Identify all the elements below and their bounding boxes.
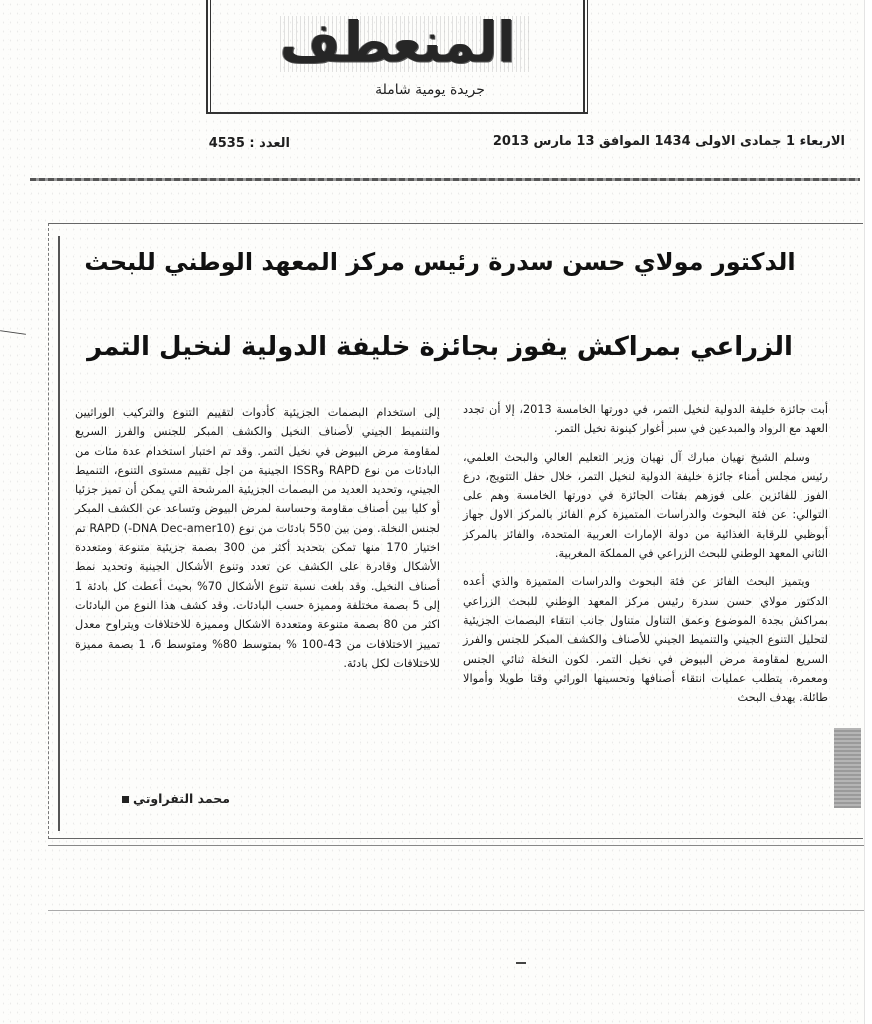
masthead-rule (587, 0, 588, 112)
article-column-right (463, 400, 828, 707)
publication-dateline: الاربعاء 1 جمادى الاولى 1434 الموافق 13 مارس 2013 (492, 134, 845, 149)
newspaper-logo-text: المنعطف (279, 10, 516, 76)
article-side-rule (58, 236, 60, 831)
masthead-divider (30, 178, 860, 181)
article-column-left (75, 403, 440, 673)
newspaper-tagline: جريدة يومية شاملة (375, 82, 485, 98)
newspaper-logo (220, 8, 575, 78)
article-paragraph: إلى استخدام البصمات الجزيئية كأدوات لتقييم التنوع والتركيب الوراثيين والتنميط الجيني لأصناف النخيل والكشف المبكر للجنس والفرز السريع لمقاومة مرض البيوض في نخيل التمر. وقد تم اختبار استخدام عدة مئات من البادئات من نوع RAPD وISSR الجينية من اجل تقييم مستوى التنوع، التنميط الجيني، وتحديد العديد من البصمات الجزيئية المرشحة التي يمكن أن تميز جزئيا أو كليا بين أصناف مقاومة وحساسة لمرض البيوض وتساعد عن الكشف المبكر لجنس النخلة. ومن بين 550 بادئات من نوع RAPD (-DNA Dec-amer10) تم اختيار 170 منها تمكن بتحديد أكثر من 300 بصمة جزيئية متنوعة ومتعددة الأشكال وقادرة على الكشف عن تعدد وتنوع الأشكال الجينية وتحديد نمط أصناف النخيل. وقد بلغت نسبة تنوع الأشكال 70% بحيث أعطت كل بادئة 1 إلى 5 بصمة مختلفة ومميزة حسب البادئات. وقد كشف هذا النوع من البادئات اكثر من 80 بصمة متنوعة ومتعددة الاشكال ومميزة للاختلافات ويتراوح معدل تمييز الاختلافات من 43-100 % بمتوسط 80% ومتوسط 6، 1 بصمة مميزة للاختلافات لكل بادئة. (75, 406, 441, 670)
byline-bullet-icon (122, 796, 129, 803)
masthead-rule (583, 0, 585, 112)
scan-shadow-strip (834, 728, 861, 808)
bottom-rule (48, 910, 866, 911)
bottom-rule (48, 845, 866, 846)
article-headline-line2: الزراعي بمراكش يفوز بجائزة خليفة الدولية لنخيل التمر (87, 332, 793, 362)
masthead (30, 0, 860, 182)
byline-author: محمد التفراوتي (133, 791, 230, 806)
scan-edge (864, 0, 872, 1024)
masthead-rule (206, 112, 588, 114)
article-paragraph: ويتميز البحث الفائز عن فئة البحوث والدراسات المتميزة والذي أعده الدكتور مولاي حسن سدرة رئيس مركز المعهد الوطني للبحث الزراعي بمراكش بجدة الموضوع وعمق التناول متناول جانب انتقاء البصمات الجزيئية لتحليل التنوع الجيني والتنميط الجيني للأصناف والكشف المبكر للجنس والفرز السريع لمقاومة مرض البيوض في نخيل التمر. لكون النخلة ثنائي الجنس ومعمرة، يتطلب عمليات انتقاء أصنافها وتحسينها الوراثي وقتا طويلا وأموالا طائلة. يهدف البحث (463, 575, 828, 705)
masthead-rule (210, 0, 211, 112)
issue-number: العدد : 4535 (208, 136, 290, 151)
article-headline-line1: الدكتور مولاي حسن سدرة رئيس مركز المعهد الوطني للبحث (84, 248, 796, 276)
article-byline (80, 791, 230, 806)
scan-mark (516, 962, 526, 964)
article-paragraph: أبت جائزة خليفة الدولية لنخيل التمر، في دورتها الخامسة 2013، إلا أن تجدد العهد مع الرواد والمبدعين في سبر أغوار كينونة نخيل التمر. (463, 403, 828, 436)
article-paragraph: وسلم الشيخ نهيان مبارك آل نهيان وزير التعليم العالي والبحث العلمي، رئيس مجلس أمناء جائزة خليفة الدولية لنخيل التمر، خلال حفل التتويج، درع الفوز للفائزين على فوزهم بفئات الجائزة في دورتها الخامسة وهم على التوالي: عن فئة البحوث والدراسات المتميزة كرم الفائز بالمركز الاول جهاز أبوظبي للرقابة الغذائية من دولة الإمارات العربية المتحدة، والفائز بالمركز الثاني المعهد الوطني للبحث الزراعي في المملكة المغربية. (463, 450, 828, 561)
masthead-rule (206, 0, 208, 112)
